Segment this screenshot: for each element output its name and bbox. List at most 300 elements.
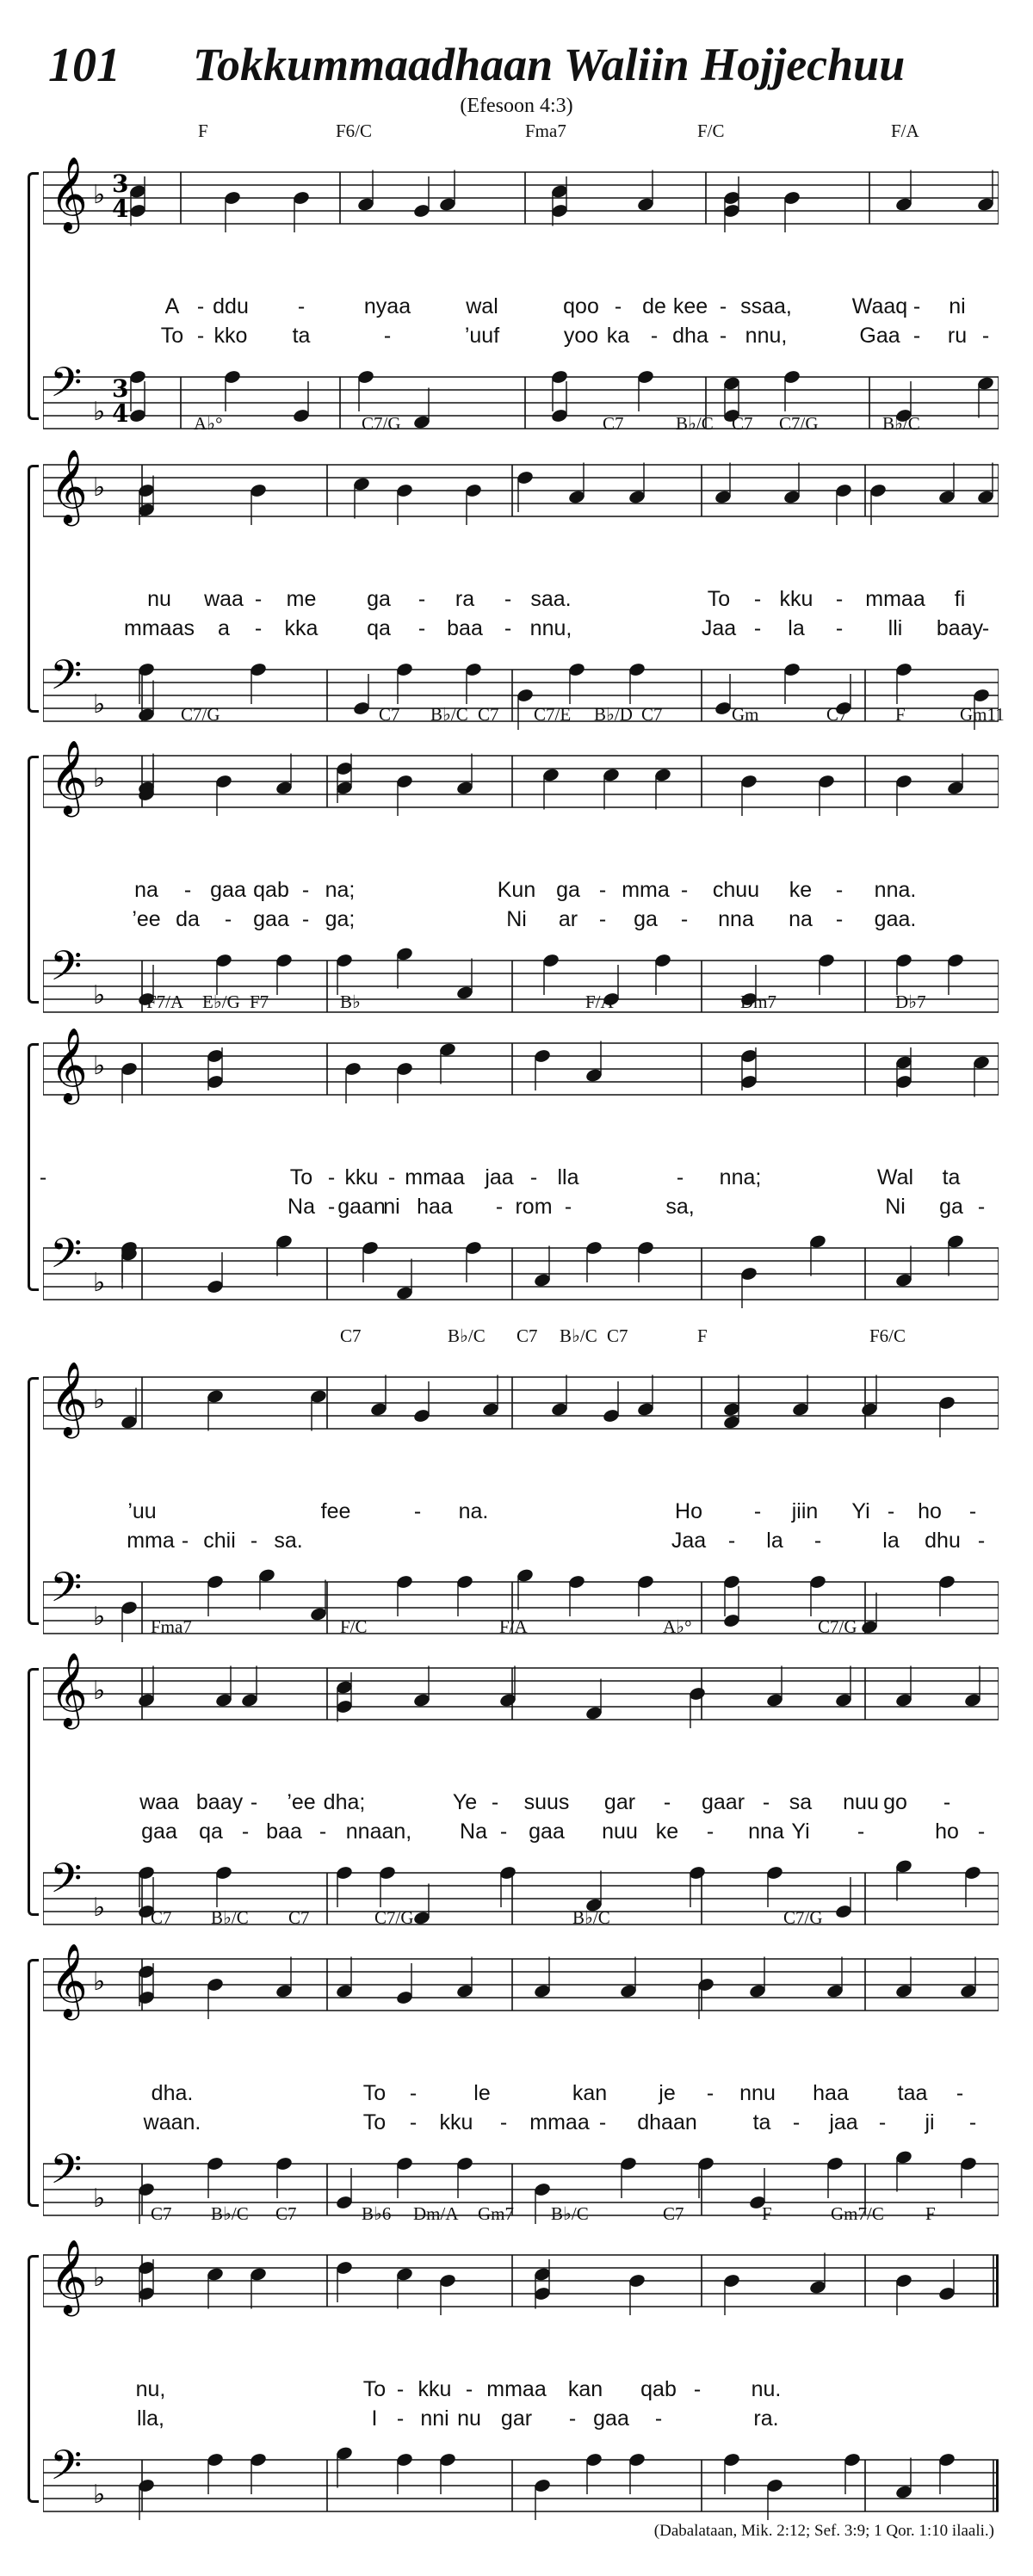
key-flat-icon: ♭ xyxy=(93,1893,106,1923)
chord-symbol: F/C xyxy=(697,120,725,141)
lyric-syllable: - xyxy=(912,294,921,318)
note-head xyxy=(356,170,374,213)
note-head xyxy=(481,1375,499,1418)
lyric-syllable: To xyxy=(362,2110,387,2134)
lyric-syllable: da xyxy=(176,907,200,931)
note-head xyxy=(791,1375,809,1418)
lyric-syllable: nu, xyxy=(135,2377,166,2401)
lyric-syllable: Yi xyxy=(851,1499,870,1523)
chord-symbol: F/A xyxy=(891,120,919,141)
note-head xyxy=(120,1246,138,1288)
chord-symbol: C7 xyxy=(379,704,400,725)
chord-symbol: F/A xyxy=(499,1616,528,1637)
time-sig-top: 3 xyxy=(112,170,129,198)
key-flat-icon: ♭ xyxy=(93,2480,106,2510)
lyric-syllable: - xyxy=(396,2406,405,2431)
note-head xyxy=(352,476,370,518)
lyric-syllable: gaa xyxy=(253,907,289,931)
note-head xyxy=(946,754,964,796)
chord-symbol: C7 xyxy=(275,2203,297,2224)
treble-clef-icon: 𝄞 xyxy=(50,1652,88,1727)
key-flat-icon: ♭ xyxy=(93,397,106,427)
lyric-syllable: - xyxy=(753,1499,762,1523)
chord-symbols xyxy=(43,1325,999,1353)
lyric-syllable: To xyxy=(289,1165,313,1189)
treble-staff xyxy=(43,1942,999,2071)
note-head xyxy=(808,2253,826,2295)
time-sig-top: 3 xyxy=(112,374,129,403)
lyric-syllable: - xyxy=(387,1165,396,1189)
note-head xyxy=(335,2445,353,2487)
treble-staff xyxy=(43,2238,999,2367)
lyric-syllable: - xyxy=(181,1529,189,1553)
lyric-syllable: To xyxy=(362,2081,387,2105)
chord-symbol: A♭° xyxy=(194,413,223,434)
chord-symbol: C7/G xyxy=(818,1616,857,1637)
lyric-syllable: - xyxy=(981,324,990,348)
chord-symbol: C7 xyxy=(516,1325,538,1346)
lyric-syllable: mmaa xyxy=(529,2110,590,2134)
lyric-syllable: - xyxy=(499,1819,508,1844)
chord-symbols xyxy=(43,1616,999,1644)
key-flat-icon: ♭ xyxy=(93,1967,106,1997)
note-head xyxy=(894,1666,912,1708)
chord-symbol: F xyxy=(895,704,906,725)
lyric-syllable: mmaa xyxy=(405,1165,465,1189)
lyric-syllable: Na xyxy=(288,1195,315,1219)
lyric-syllable: ta xyxy=(292,324,311,348)
lyric-syllable: - xyxy=(614,294,622,318)
chord-symbol: F/A xyxy=(585,991,614,1012)
note-head xyxy=(395,946,413,988)
note-head xyxy=(826,1957,844,1999)
lyric-syllable: - xyxy=(719,324,727,348)
lyrics-verse-1 xyxy=(43,587,999,613)
footnote: (Dabalataan, Mik. 2:12; Sef. 3:9; 1 Qor. 1:10 ilaali.) xyxy=(653,2522,994,2540)
lyric-syllable: - xyxy=(598,907,607,931)
lyric-syllable: nuu xyxy=(602,1819,638,1844)
chord-symbol: B♭/C xyxy=(430,704,468,725)
lyric-syllable: baay xyxy=(936,616,984,640)
chord-symbol: Dm/A xyxy=(413,2203,459,2224)
note-head xyxy=(585,1679,603,1721)
lyric-syllable: Jaa xyxy=(701,616,737,640)
chord-symbol: B♭6 xyxy=(362,2203,392,2224)
lyric-syllable: lla, xyxy=(137,2406,164,2431)
lyric-syllable: - xyxy=(254,616,263,640)
system-brace xyxy=(28,756,39,1004)
lyric-syllable: - xyxy=(383,324,392,348)
note-head xyxy=(275,754,293,796)
lyric-syllable: - xyxy=(598,2110,607,2134)
lyric-syllable: - xyxy=(301,907,310,931)
chord-symbol: B♭/C xyxy=(572,1907,610,1928)
lyric-syllable: - xyxy=(719,294,727,318)
lyric-syllable: me xyxy=(286,587,317,611)
chord-symbol: C7/G xyxy=(181,704,220,725)
hymn-number: 101 xyxy=(48,39,121,92)
lyric-syllable: - xyxy=(977,1819,986,1844)
lyric-syllable: le xyxy=(473,2081,491,2105)
note-head xyxy=(585,1041,603,1084)
lyric-syllable: To xyxy=(160,324,184,348)
note-head xyxy=(240,1666,258,1708)
lyric-syllable: kku xyxy=(439,2110,473,2134)
note-head xyxy=(438,170,456,213)
lyric-syllable: - xyxy=(650,324,659,348)
lyric-syllable: gaa. xyxy=(874,907,917,931)
note-head xyxy=(214,1666,232,1708)
lyrics-verse-1 xyxy=(39,1165,999,1191)
bass-staff xyxy=(43,2443,999,2572)
lyric-syllable: gaa xyxy=(593,2406,629,2431)
note-head xyxy=(894,2458,912,2500)
lyric-syllable: - xyxy=(495,1195,504,1219)
note-head xyxy=(894,170,912,213)
lyric-syllable: - xyxy=(499,2110,508,2134)
system-2 xyxy=(43,413,999,740)
treble-staff xyxy=(43,1026,999,1155)
treble-clef-icon: 𝄞 xyxy=(50,740,88,814)
lyrics-verse-2 xyxy=(43,1529,999,1554)
lyric-syllable: a xyxy=(218,616,230,640)
lyric-syllable: nna; xyxy=(719,1165,762,1189)
lyric-syllable: nnu xyxy=(739,2081,776,2105)
lyric-syllable: - xyxy=(943,1790,951,1814)
lyric-syllable: Ye xyxy=(452,1790,478,1814)
lyric-syllable: kan xyxy=(567,2377,603,2401)
lyric-syllable: - xyxy=(753,616,762,640)
treble-clef-icon: 𝄞 xyxy=(50,449,88,523)
note-head xyxy=(972,1054,990,1096)
lyric-syllable: - xyxy=(887,1499,895,1523)
system-6 xyxy=(43,1616,999,1943)
lyric-syllable: - xyxy=(956,2081,964,2105)
note-head xyxy=(636,170,654,213)
chord-symbol: F6/C xyxy=(869,1325,906,1346)
lyric-syllable: ra. xyxy=(753,2406,779,2431)
note-head xyxy=(438,1041,456,1084)
lyric-syllable: - xyxy=(912,324,921,348)
system-8 xyxy=(43,2203,999,2530)
lyric-syllable: waa xyxy=(139,1790,179,1814)
note-head xyxy=(976,170,994,213)
lyric-syllable: ni xyxy=(383,1195,400,1219)
chord-symbols xyxy=(43,704,1005,732)
system-3 xyxy=(43,704,1005,1031)
note-head xyxy=(533,1957,551,1999)
lyric-syllable: ga xyxy=(556,878,580,902)
chord-symbol: C7 xyxy=(478,704,499,725)
lyric-syllable: Ho xyxy=(675,1499,702,1523)
lyric-syllable: gar xyxy=(500,2406,533,2431)
lyric-syllable: ssaa, xyxy=(740,294,792,318)
chord-symbol: F6/C xyxy=(336,120,373,141)
lyric-syllable: ’uu xyxy=(127,1499,157,1523)
lyric-syllable: - xyxy=(753,587,762,611)
lyric-syllable: - xyxy=(762,1790,770,1814)
lyric-syllable: - xyxy=(727,1529,736,1553)
note-head xyxy=(946,1233,964,1276)
lyric-syllable: gaar xyxy=(701,1790,745,1814)
lyric-syllable: - xyxy=(413,1499,422,1523)
system-1 xyxy=(43,120,999,448)
system-brace xyxy=(28,2255,39,2503)
chord-symbol: D♭7 xyxy=(895,991,926,1012)
lyric-syllable: ar xyxy=(558,907,578,931)
lyrics-verse-2 xyxy=(43,616,999,642)
lyric-syllable: nu xyxy=(147,587,171,611)
lyrics-verse-2 xyxy=(43,1819,999,1845)
chord-symbol: B♭/C xyxy=(882,413,920,434)
lyric-syllable: - xyxy=(693,2377,702,2401)
lyric-syllable: - xyxy=(792,2110,801,2134)
key-flat-icon: ♭ xyxy=(93,2184,106,2214)
lyric-syllable: - xyxy=(835,907,844,931)
lyric-syllable: mmaa xyxy=(865,587,925,611)
lyric-syllable: - xyxy=(654,2406,663,2431)
system-brace xyxy=(28,465,39,713)
lyrics-verse-1 xyxy=(43,2081,999,2107)
lyric-syllable: - xyxy=(327,1165,336,1189)
note-head xyxy=(120,1388,138,1430)
treble-clef-icon: 𝄞 xyxy=(50,1362,88,1436)
key-flat-icon: ♭ xyxy=(93,473,106,503)
bass-clef-icon: 𝄢 xyxy=(50,1856,83,1912)
lyric-syllable: - xyxy=(196,294,205,318)
lyric-syllable: nna xyxy=(748,1819,784,1844)
chord-symbols xyxy=(43,120,999,148)
lyric-syllable: - xyxy=(254,587,263,611)
lyric-syllable: Wal xyxy=(876,1165,914,1189)
note-head xyxy=(894,1858,912,1900)
lyric-syllable: nu xyxy=(457,2406,481,2431)
lyric-syllable: - xyxy=(977,1529,986,1553)
lyric-syllable: - xyxy=(680,878,689,902)
lyric-syllable: - xyxy=(676,1165,684,1189)
key-flat-icon: ♭ xyxy=(93,180,106,210)
lyric-syllable: mma xyxy=(622,878,670,902)
lyric-syllable: dhaan xyxy=(637,2110,697,2134)
lyric-syllable: - xyxy=(250,1529,258,1553)
chord-symbol: C7 xyxy=(663,2203,684,2224)
system-7 xyxy=(43,1907,999,2234)
note-head xyxy=(516,1567,534,1609)
lyric-syllable: - xyxy=(835,616,844,640)
note-head xyxy=(976,463,994,505)
chord-symbol: C7 xyxy=(826,704,848,725)
chord-symbol: C7/E xyxy=(534,704,572,725)
lyric-syllable: - xyxy=(529,1165,538,1189)
lyric-syllable: - xyxy=(301,878,310,902)
lyric-syllable: - xyxy=(813,1529,822,1553)
bass-clef-icon: 𝄢 xyxy=(50,943,83,1000)
lyric-syllable: haa xyxy=(813,2081,849,2105)
lyric-syllable: wal xyxy=(466,294,498,318)
lyric-syllable: ga xyxy=(634,907,658,931)
note-head xyxy=(894,2149,912,2191)
note-head xyxy=(395,1259,413,1301)
lyric-syllable: saa. xyxy=(530,587,572,611)
lyric-syllable: ru xyxy=(947,324,968,348)
lyric-syllable: ’uuf xyxy=(464,324,500,348)
lyric-syllable: qab xyxy=(640,2377,677,2401)
note-head xyxy=(455,1957,473,1999)
lyric-syllable: kku xyxy=(344,1165,379,1189)
treble-staff xyxy=(43,448,999,577)
bass-clef-icon: 𝄢 xyxy=(50,652,83,709)
lyric-syllable: - xyxy=(418,616,426,640)
lyric-syllable: rom xyxy=(515,1195,553,1219)
lyric-syllable: sa. xyxy=(274,1529,303,1553)
chord-symbol: F7/A xyxy=(146,991,184,1012)
note-head xyxy=(808,1233,826,1276)
lyrics-verse-2 xyxy=(43,1195,999,1220)
lyric-syllable: dha. xyxy=(151,2081,194,2105)
lyric-syllable: dha xyxy=(672,324,708,348)
system-brace xyxy=(28,1959,39,2207)
note-head xyxy=(959,1957,977,1999)
lyrics-verse-1 xyxy=(43,1499,999,1525)
lyric-syllable: baay xyxy=(195,1790,244,1814)
note-head xyxy=(748,1957,766,1999)
note-head xyxy=(275,1233,293,1276)
chord-symbol: B♭ xyxy=(340,991,361,1012)
lyric-syllable: la xyxy=(788,616,805,640)
lyric-syllable: ka xyxy=(606,324,630,348)
chord-symbol: B♭/C xyxy=(551,2203,589,2224)
chord-symbol: Gm7/C xyxy=(831,2203,884,2224)
lyric-syllable: - xyxy=(568,2406,577,2431)
note-head xyxy=(275,1957,293,1999)
lyric-syllable: - xyxy=(319,1819,327,1844)
note-head xyxy=(860,1375,878,1418)
lyric-syllable: ’ee xyxy=(132,907,161,931)
lyrics-verse-2 xyxy=(43,907,999,933)
note-head xyxy=(257,1567,275,1609)
chord-symbol: C7 xyxy=(732,413,753,434)
note-head xyxy=(541,767,560,809)
note-head xyxy=(550,1375,568,1418)
lyric-syllable: To xyxy=(707,587,731,611)
note-head xyxy=(963,1666,981,1708)
note-head xyxy=(309,1388,327,1430)
lyric-syllable: na xyxy=(789,907,813,931)
lyric-syllable: gaa xyxy=(529,1819,565,1844)
lyric-syllable: Jaa xyxy=(671,1529,707,1553)
chord-symbol: B♭/C xyxy=(211,2203,249,2224)
chord-symbols xyxy=(43,1907,999,1935)
lyric-syllable: ga xyxy=(939,1195,963,1219)
lyric-syllable: - xyxy=(977,1195,986,1219)
system-4 xyxy=(39,991,999,1319)
lyric-syllable: - xyxy=(39,1165,47,1189)
chord-symbol: F/C xyxy=(340,1616,368,1637)
note-head xyxy=(498,1666,516,1708)
lyric-syllable: haa xyxy=(417,1195,453,1219)
lyric-syllable: - xyxy=(396,2377,405,2401)
lyric-syllable: Ni xyxy=(506,907,527,931)
lyric-syllable: fi xyxy=(954,587,966,611)
treble-clef-icon: 𝄞 xyxy=(50,1028,88,1102)
lyric-syllable: dha; xyxy=(323,1790,366,1814)
lyric-syllable: - xyxy=(680,907,689,931)
lyric-syllable: - xyxy=(835,878,844,902)
lyric-syllable: ra xyxy=(455,587,475,611)
chord-symbol: B♭/C xyxy=(448,1325,486,1346)
bass-clef-icon: 𝄢 xyxy=(50,1231,83,1288)
lyric-syllable: jaa xyxy=(829,2110,858,2134)
lyric-syllable: ni xyxy=(949,294,966,318)
key-flat-icon: ♭ xyxy=(93,1602,106,1632)
note-head xyxy=(206,1388,224,1430)
chord-symbol: F7 xyxy=(250,991,269,1012)
lyric-syllable: - xyxy=(409,2110,418,2134)
chord-symbol: E♭/G xyxy=(202,991,240,1012)
chord-symbol: Gm7 xyxy=(478,2203,514,2224)
lyric-syllable: Gaa xyxy=(859,324,900,348)
key-flat-icon: ♭ xyxy=(93,689,106,720)
key-flat-icon: ♭ xyxy=(93,763,106,794)
chord-symbol: Fma7 xyxy=(525,120,566,141)
lyric-syllable: - xyxy=(663,1790,671,1814)
lyric-syllable: - xyxy=(878,2110,887,2134)
lyric-syllable: - xyxy=(504,587,512,611)
treble-staff xyxy=(43,1360,999,1489)
lyric-syllable: kan xyxy=(572,2081,608,2105)
hymn-title: Tokkummaadhaan Waliin Hojjechuu xyxy=(193,39,906,90)
lyric-syllable: kko xyxy=(213,324,248,348)
lyric-syllable: - xyxy=(250,1790,258,1814)
lyric-syllable: - xyxy=(981,616,990,640)
chord-symbol: C7/G xyxy=(779,413,819,434)
chord-symbol: C7 xyxy=(151,2203,172,2224)
lyric-syllable: dhu xyxy=(925,1529,961,1553)
note-head xyxy=(455,754,473,796)
lyric-syllable: - xyxy=(835,587,844,611)
lyric-syllable: gar xyxy=(603,1790,636,1814)
chord-symbol: C7 xyxy=(603,413,624,434)
lyric-syllable: - xyxy=(327,1195,336,1219)
lyric-syllable: - xyxy=(504,616,512,640)
lyrics-verse-1 xyxy=(43,1790,999,1816)
lyric-syllable: - xyxy=(297,294,306,318)
lyric-syllable: - xyxy=(418,587,426,611)
note-head xyxy=(249,2266,267,2308)
lyric-syllable: kka xyxy=(284,616,319,640)
time-sig-bottom: 4 xyxy=(112,399,129,428)
lyric-syllable: ke xyxy=(655,1819,679,1844)
lyric-syllable: nuu xyxy=(843,1790,879,1814)
lyric-syllable: nni xyxy=(420,2406,449,2431)
bass-clef-icon: 𝄢 xyxy=(50,360,83,417)
key-flat-icon: ♭ xyxy=(93,1385,106,1415)
system-brace xyxy=(28,1043,39,1291)
lyric-syllable: ddu xyxy=(213,294,249,318)
treble-clef-icon: 𝄞 xyxy=(50,2239,88,2313)
note-head xyxy=(533,1246,551,1288)
note-head xyxy=(602,767,620,809)
lyric-syllable: lla xyxy=(557,1165,579,1189)
lyric-syllable: jiin xyxy=(791,1499,819,1523)
note-head xyxy=(628,463,646,505)
lyric-syllable: gaa xyxy=(141,1819,177,1844)
chord-symbol: C7/G xyxy=(374,1907,414,1928)
chord-symbol: B♭/C xyxy=(676,413,714,434)
lyric-syllable: Ni xyxy=(885,1195,906,1219)
lyric-syllable: ’ee xyxy=(287,1790,316,1814)
note-head xyxy=(619,1957,637,1999)
